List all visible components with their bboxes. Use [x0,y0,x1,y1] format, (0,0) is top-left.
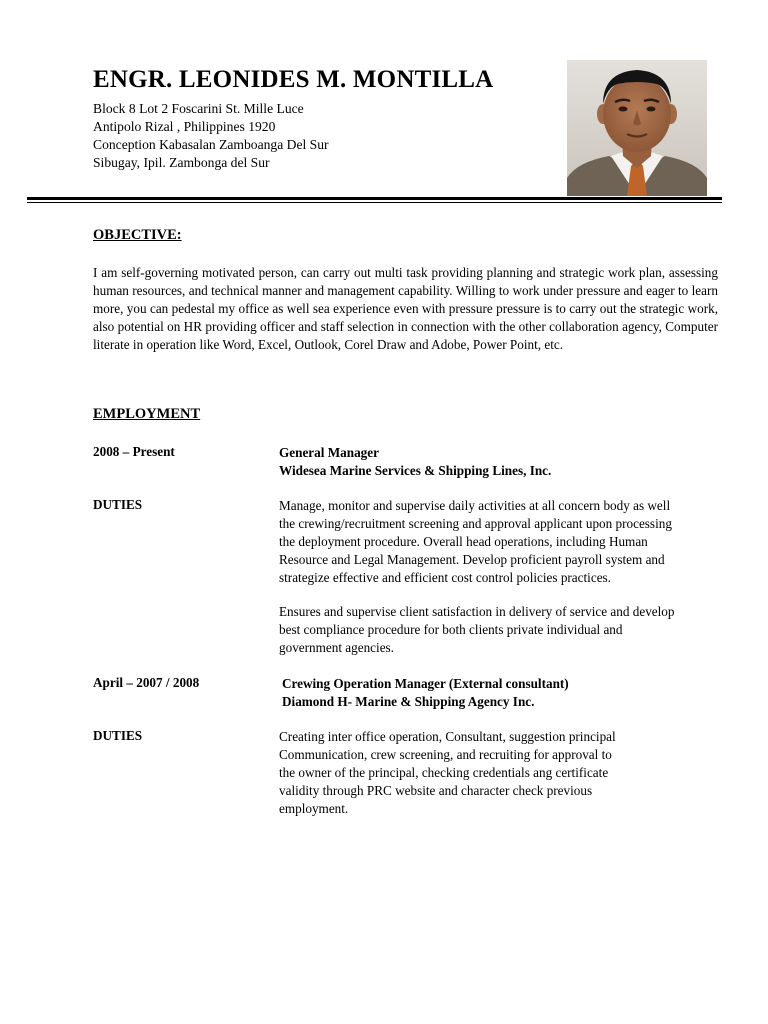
duties-line: best compliance procedure for both clients private individual and [279,622,623,637]
duties-line: Manage, monitor and supervise daily activities at all concern body as well [279,498,671,513]
job-period: 2008 – Present [93,444,175,459]
job-duties [279,728,719,818]
address-line: Antipolo Rizal , Philippines 1920 [93,119,276,134]
job-title: General Manager [279,445,379,460]
header-divider-thin [27,202,722,203]
address-block [93,100,329,172]
duties-line: validity through PRC website and character check previous [279,783,593,798]
job-heading [282,675,722,711]
duties-label: DUTIES [93,497,143,512]
duties-line: strategize effective and efficient cost control policies practices. [279,570,611,585]
job-title: Crewing Operation Manager (External consultant) [282,676,569,691]
duties-label: DUTIES [93,728,143,743]
duties-line: Communication, crew screening, and recruiting for approval to [279,747,612,762]
duties-line: government agencies. [279,640,394,655]
employment-heading: EMPLOYMENT [93,406,201,422]
duties-line: employment. [279,801,349,816]
job-duties [279,497,719,587]
duties-line: Ensures and supervise client satisfaction in delivery of service and develop [279,604,675,619]
address-line: Block 8 Lot 2 Foscarini St. Mille Luce [93,101,304,116]
duties-line: Creating inter office operation, Consultant, suggestion principal [279,729,616,744]
duties-line: Resource and Legal Management. Develop proficient payroll system and [279,552,665,567]
profile-photo [567,60,707,196]
candidate-name: ENGR. LEONIDES M. MONTILLA [93,66,494,93]
job-company: Widesea Marine Services & Shipping Lines, Inc. [279,463,552,478]
job-company: Diamond H- Marine & Shipping Agency Inc. [282,694,535,709]
address-line: Conception Kabasalan Zamboanga Del Sur [93,137,329,152]
duties-line: the crewing/recruitment screening and approval applicant upon processing [279,516,672,531]
objective-text: I am self-governing motivated person, can carry out multi task providing planning and strategic work plan, assessing human resources, and technical manner and management capability. Willing to work under pressure and eager to learn more, you can pedestal my office as well sea experience even with pressure pressure is to carry out the strategic work, also potential on HR providing officer and staff selection in connection with the other collaboration agency, Computer literate in operation like Word, Excel, Outlook, Corel Draw and Adobe, Power Point, etc. [93,265,718,352]
job-period: April – 2007 / 2008 [93,675,200,690]
duties-line: the owner of the principal, checking credentials ang certificate [279,765,609,780]
job-duties-extra [279,603,719,657]
address-line: Sibugay, Ipil. Zambonga del Sur [93,155,270,170]
objective-heading: OBJECTIVE: [93,227,182,243]
header-divider-thick [27,197,722,200]
duties-line: the deployment procedure. Overall head operations, including Human [279,534,648,549]
job-heading [279,444,719,480]
